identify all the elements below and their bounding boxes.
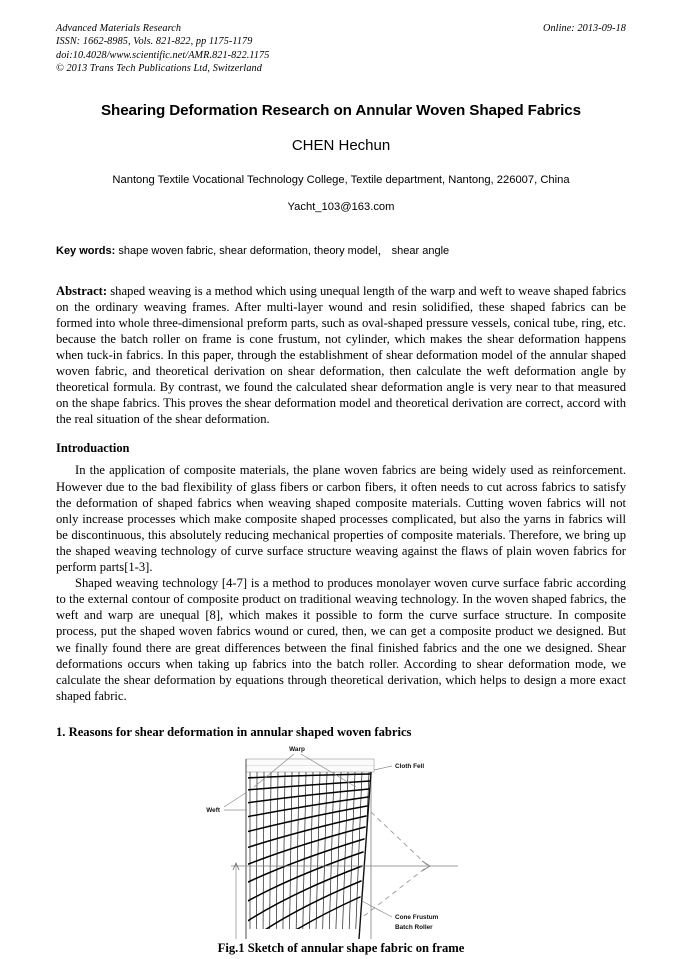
section-1-heading: 1. Reasons for shear deformation in annular shaped woven fabrics — [56, 724, 412, 739]
keywords-line — [56, 242, 626, 258]
masthead — [56, 22, 626, 76]
weft-label: Weft — [206, 806, 220, 814]
author-email: Yacht_103@163.com — [287, 200, 395, 213]
cloth-fell-label: Cloth Fell — [395, 762, 425, 770]
warp-label: Warp — [289, 745, 305, 753]
cone-frustum-lines — [364, 812, 428, 916]
keywords-label: Key words: — [56, 244, 116, 257]
abstract-block — [56, 283, 626, 428]
abstract-text: shaped weaving is a method which using unequal length of the warp and weft to weave shaped fabrics on the ordinary weaving frames. After multi-layer wound and resin solidified, these shaped fabrics can be formed into whole three-dimensional preform parts, such as oval-shaped pressure vessels, conical tube, ring, etc. because the batch roller on frame is cone frustum, not cylinder, which makes the shear deformation happens when tuck-in fabrics. In this paper, through the establishment of shear deformation model of the annular shaped woven fabric, and theoretical derivation on shear deformation, then calculate the weft deformation angle by theoretical formula. By contrast, we found the calculated shear deformation angle is very near to that measured on the shape fabrics. This proves the shear deformation model and theoretical derivation are correct, accord with the real situation of the shear deformation. — [56, 283, 626, 427]
figure-1 — [56, 744, 626, 939]
abstract-label: Abstract: — [56, 283, 108, 298]
journal-name: Advanced Materials Research — [56, 23, 182, 34]
author-name: CHEN Hechun — [291, 136, 391, 154]
fabric-grid — [246, 772, 371, 939]
weft-leaders — [224, 792, 247, 810]
introduction-paragraph-2: Shaped weaving technology [4-7] is a method to produces monolayer woven curve surface fabric according to the external contour of composite product on traditional weaving technology. In the woven shaped fabrics, the weft and warp are unequal [8], which makes it possible to form the curve surface structure. In composite process, put the shaped woven fabrics wound or cured, then, we can get a composite product we designed. But we finally found there are great differences between the final finished fabrics and the one we designed. Shear deformations occurs when taking up fabrics into the batch roller. According to shear deformation mode, we calculate the shear deformation by equations through theoretical derivation, which helps to design a more exact shaped fabric. — [56, 576, 626, 703]
affiliation: Nantong Textile Vocational Technology College, Textile department, Nantong, 226007, China — [112, 173, 570, 186]
figure-1-drawing — [196, 744, 486, 939]
figure-1-caption: Fig.1 Sketch of annular shape fabric on frame — [217, 940, 465, 955]
issn-line: ISSN: 1662-8985, Vols. 821-822, pp 1175-1179 — [56, 36, 253, 48]
cone-frustum-label: Cone Frustum — [395, 913, 439, 921]
introduction-heading: Introduaction — [56, 441, 130, 456]
cloth-fell-leader — [374, 766, 392, 770]
weft-threads — [246, 774, 371, 939]
online-date: Online: 2013-09-18 — [542, 23, 626, 34]
page-title: Shearing Deformation Research on Annular Woven Shaped Fabrics — [100, 101, 581, 119]
doi-line: doi:10.4028/www.scientific.net/AMR.821-822.1175 — [56, 49, 270, 61]
introduction-paragraph-1: In the application of composite materials, the plane woven fabrics are being widely used as reinforcement. However due to the bad flexibility of glass fibers or carbon fibers, it often needs to cut across fabrics to satisfy the deformation of shaped fabrics when weaving shaped composite materials. Cutting woven fabrics will not only increase processes which make composite shaped processes complicated, but also the yarns in fabrics will be discontinuous, this absolutely reducing mechanical properties of composite materials. Therefore, we bring up the shaped weaving technology of curve surface structure weaving against the flaws of plain woven fabrics for perform parts[1-3]. — [56, 463, 626, 575]
batch-roller-label: Batch Roller — [395, 923, 433, 931]
copyright-line: © 2013 Trans Tech Publications Ltd, Switzerland — [56, 63, 262, 75]
keywords-text: shape woven fabric, shear deformation, theory model， shear angle — [118, 244, 450, 257]
